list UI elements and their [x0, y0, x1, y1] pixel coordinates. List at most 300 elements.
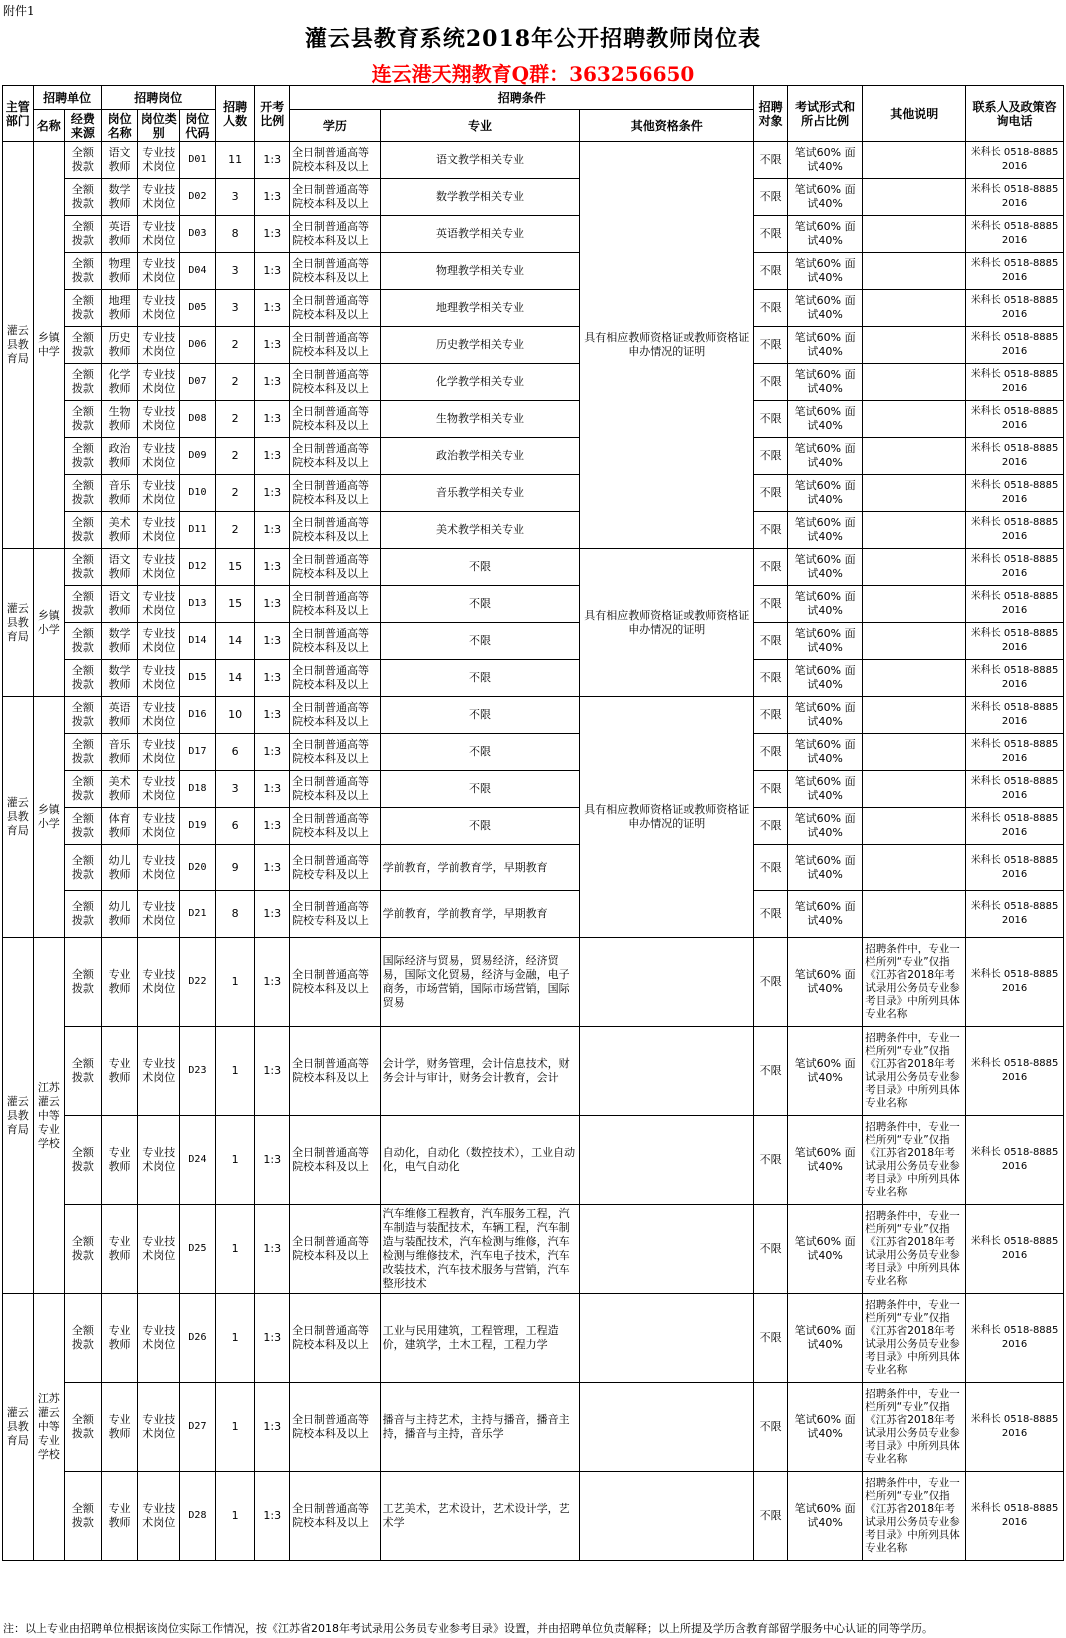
count-cell: 1	[215, 1116, 255, 1205]
attachment-label: 附件1	[3, 4, 35, 18]
post-type-cell: 专业技术岗位	[138, 845, 180, 891]
count-cell: 2	[215, 364, 255, 401]
table-row	[3, 512, 1064, 549]
post-code-cell: D13	[180, 586, 216, 623]
post-type-cell: 专业技术岗位	[138, 623, 180, 660]
fund-cell: 全额拨款	[65, 290, 102, 327]
major-cell: 不限	[380, 771, 580, 808]
unit-cell: 乡镇小学	[33, 697, 65, 938]
remark-cell	[863, 290, 966, 327]
edu-cell: 全日制普通高等院校本科及以上	[290, 1472, 381, 1561]
contact-cell: 米科长 0518-88852016	[966, 512, 1064, 549]
edu-cell: 全日制普通高等院校专科及以上	[290, 891, 381, 938]
exam-cell: 笔试60% 面试40%	[787, 1383, 862, 1472]
major-cell: 化学教学相关专业	[380, 364, 580, 401]
contact-cell: 米科长 0518-88852016	[966, 697, 1064, 734]
exam-cell: 笔试60% 面试40%	[787, 401, 862, 438]
edu-cell: 全日制普通高等院校本科及以上	[290, 734, 381, 771]
ratio-cell: 1:3	[255, 438, 290, 475]
post-code-cell: D26	[180, 1294, 216, 1383]
contact-cell: 米科长 0518-88852016	[966, 891, 1064, 938]
ratio-cell: 1:3	[255, 216, 290, 253]
target-cell: 不限	[754, 364, 788, 401]
post-name-cell: 专业教师	[101, 1472, 138, 1561]
post-name-cell: 体育教师	[101, 808, 138, 845]
contact-cell: 米科长 0518-88852016	[966, 1027, 1064, 1116]
target-cell: 不限	[754, 475, 788, 512]
remark-cell	[863, 697, 966, 734]
count-cell: 1	[215, 938, 255, 1027]
ratio-cell: 1:3	[255, 623, 290, 660]
header-dept: 主管部门	[3, 86, 34, 142]
remark-cell: 招聘条件中，专业一栏所列“专业”仅指《江苏省2018年考试录用公务员专业参考目录》中所列具体专业名称	[863, 1294, 966, 1383]
post-name-cell: 历史教师	[101, 327, 138, 364]
edu-cell: 全日制普通高等院校本科及以上	[290, 623, 381, 660]
count-cell: 2	[215, 438, 255, 475]
post-name-cell: 政治教师	[101, 438, 138, 475]
post-name-cell: 专业教师	[101, 1205, 138, 1294]
recruitment-table	[2, 85, 1064, 1561]
target-cell: 不限	[754, 845, 788, 891]
edu-cell: 全日制普通高等院校本科及以上	[290, 660, 381, 697]
count-cell: 2	[215, 475, 255, 512]
post-type-cell: 专业技术岗位	[138, 771, 180, 808]
post-code-cell: D11	[180, 512, 216, 549]
target-cell: 不限	[754, 1205, 788, 1294]
count-cell: 9	[215, 845, 255, 891]
dept-cell: 灌云县教育局	[3, 549, 34, 697]
post-name-cell: 音乐教师	[101, 475, 138, 512]
major-cell: 不限	[380, 549, 580, 586]
major-cell: 学前教育，学前教育学，早期教育	[380, 845, 580, 891]
count-cell: 3	[215, 253, 255, 290]
post-type-cell: 专业技术岗位	[138, 1472, 180, 1561]
post-name-cell: 幼儿教师	[101, 891, 138, 938]
post-code-cell: D09	[180, 438, 216, 475]
count-cell: 3	[215, 290, 255, 327]
header-ratio: 开考比例	[255, 86, 290, 142]
header-exam: 考试形式和所占比例	[787, 86, 862, 142]
contact-cell: 米科长 0518-88852016	[966, 253, 1064, 290]
target-cell: 不限	[754, 401, 788, 438]
table-row	[3, 771, 1064, 808]
post-name-cell: 化学教师	[101, 364, 138, 401]
header-post-name: 岗位名称	[101, 110, 138, 142]
major-cell: 不限	[380, 623, 580, 660]
remark-cell: 招聘条件中，专业一栏所列“专业”仅指《江苏省2018年考试录用公务员专业参考目录》中所列具体专业名称	[863, 1116, 966, 1205]
post-type-cell: 专业技术岗位	[138, 512, 180, 549]
major-cell: 不限	[380, 734, 580, 771]
post-type-cell: 专业技术岗位	[138, 216, 180, 253]
target-cell: 不限	[754, 438, 788, 475]
post-name-cell: 幼儿教师	[101, 845, 138, 891]
post-code-cell: D12	[180, 549, 216, 586]
post-name-cell: 美术教师	[101, 771, 138, 808]
dept-cell: 灌云县教育局	[3, 142, 34, 549]
remark-cell	[863, 179, 966, 216]
count-cell: 1	[215, 1383, 255, 1472]
fund-cell: 全额拨款	[65, 253, 102, 290]
major-cell: 会计学，财务管理，会计信息技术，财务会计与审计，财务会计教育，会计	[380, 1027, 580, 1116]
post-name-cell: 专业教师	[101, 1116, 138, 1205]
header-unit-name: 名称	[33, 110, 65, 142]
post-type-cell: 专业技术岗位	[138, 734, 180, 771]
major-cell: 不限	[380, 586, 580, 623]
exam-cell: 笔试60% 面试40%	[787, 1472, 862, 1561]
target-cell: 不限	[754, 512, 788, 549]
header-target: 招聘对象	[754, 86, 788, 142]
ratio-cell: 1:3	[255, 253, 290, 290]
table-row	[3, 1472, 1064, 1561]
table-row	[3, 734, 1064, 771]
dept-cell: 灌云县教育局	[3, 938, 34, 1294]
edu-cell: 全日制普通高等院校本科及以上	[290, 1205, 381, 1294]
remark-cell	[863, 549, 966, 586]
post-code-cell: D28	[180, 1472, 216, 1561]
exam-cell: 笔试60% 面试40%	[787, 290, 862, 327]
post-name-cell: 语文教师	[101, 586, 138, 623]
major-cell: 地理教学相关专业	[380, 290, 580, 327]
exam-cell: 笔试60% 面试40%	[787, 327, 862, 364]
remark-cell	[863, 512, 966, 549]
major-cell: 物理教学相关专业	[380, 253, 580, 290]
post-type-cell: 专业技术岗位	[138, 475, 180, 512]
target-cell: 不限	[754, 891, 788, 938]
target-cell: 不限	[754, 1294, 788, 1383]
target-cell: 不限	[754, 771, 788, 808]
major-cell: 美术教学相关专业	[380, 512, 580, 549]
remark-cell	[863, 623, 966, 660]
footnote: 注：以上专业由招聘单位根据该岗位实际工作情况，按《江苏省2018年考试录用公务员专业参考目录》设置，并由招聘单位负责解释；以上所提及学历含教育部留学服务中心认证的同等学历。	[3, 1622, 933, 1635]
count-cell: 8	[215, 891, 255, 938]
target-cell: 不限	[754, 1383, 788, 1472]
ratio-cell: 1:3	[255, 771, 290, 808]
target-cell: 不限	[754, 938, 788, 1027]
ratio-cell: 1:3	[255, 401, 290, 438]
edu-cell: 全日制普通高等院校本科及以上	[290, 327, 381, 364]
post-code-cell: D27	[180, 1383, 216, 1472]
major-cell: 播音与主持艺术，主持与播音，播音主持，播音与主持，音乐学	[380, 1383, 580, 1472]
table-row	[3, 142, 1064, 179]
remark-cell	[863, 891, 966, 938]
count-cell: 11	[215, 142, 255, 179]
remark-cell: 招聘条件中，专业一栏所列“专业”仅指《江苏省2018年考试录用公务员专业参考目录》中所列具体专业名称	[863, 1027, 966, 1116]
header-contact: 联系人及政策咨询电话	[966, 86, 1064, 142]
edu-cell: 全日制普通高等院校本科及以上	[290, 1383, 381, 1472]
major-cell: 英语教学相关专业	[380, 216, 580, 253]
post-type-cell: 专业技术岗位	[138, 549, 180, 586]
count-cell: 2	[215, 512, 255, 549]
ratio-cell: 1:3	[255, 660, 290, 697]
post-name-cell: 美术教师	[101, 512, 138, 549]
post-code-cell: D07	[180, 364, 216, 401]
other-qual-cell	[580, 1205, 754, 1294]
post-name-cell: 数学教师	[101, 179, 138, 216]
contact-cell: 米科长 0518-88852016	[966, 623, 1064, 660]
fund-cell: 全额拨款	[65, 512, 102, 549]
fund-cell: 全额拨款	[65, 734, 102, 771]
fund-cell: 全额拨款	[65, 549, 102, 586]
major-cell: 汽车维修工程教育，汽车服务工程，汽车制造与装配技术，车辆工程，汽车制造与装配技术，汽车检测与维修，汽车检测与维修技术，汽车电子技术，汽车改装技术，汽车技术服务与营销，汽车整形技术	[380, 1205, 580, 1294]
contact-cell: 米科长 0518-88852016	[966, 1294, 1064, 1383]
fund-cell: 全额拨款	[65, 475, 102, 512]
edu-cell: 全日制普通高等院校本科及以上	[290, 438, 381, 475]
target-cell: 不限	[754, 549, 788, 586]
other-qual-cell	[580, 938, 754, 1027]
fund-cell: 全额拨款	[65, 364, 102, 401]
fund-cell: 全额拨款	[65, 1472, 102, 1561]
fund-cell: 全额拨款	[65, 216, 102, 253]
exam-cell: 笔试60% 面试40%	[787, 1027, 862, 1116]
post-name-cell: 语文教师	[101, 142, 138, 179]
count-cell: 1	[215, 1027, 255, 1116]
post-name-cell: 地理教师	[101, 290, 138, 327]
ratio-cell: 1:3	[255, 1116, 290, 1205]
fund-cell: 全额拨款	[65, 938, 102, 1027]
fund-cell: 全额拨款	[65, 401, 102, 438]
post-type-cell: 专业技术岗位	[138, 401, 180, 438]
other-qual-cell: 具有相应教师资格证或教师资格证申办情况的证明	[580, 142, 754, 549]
table-row	[3, 364, 1064, 401]
exam-cell: 笔试60% 面试40%	[787, 1205, 862, 1294]
table-row	[3, 253, 1064, 290]
count-cell: 14	[215, 623, 255, 660]
exam-cell: 笔试60% 面试40%	[787, 512, 862, 549]
post-name-cell: 专业教师	[101, 1383, 138, 1472]
edu-cell: 全日制普通高等院校本科及以上	[290, 1294, 381, 1383]
post-code-cell: D22	[180, 938, 216, 1027]
contact-cell: 米科长 0518-88852016	[966, 808, 1064, 845]
post-name-cell: 语文教师	[101, 549, 138, 586]
post-code-cell: D01	[180, 142, 216, 179]
count-cell: 1	[215, 1205, 255, 1294]
major-cell: 自动化，自动化（数控技术），工业自动化，电气自动化	[380, 1116, 580, 1205]
remark-cell	[863, 327, 966, 364]
page-title: 灌云县教育系统2018年公开招聘教师岗位表	[304, 26, 762, 52]
header-remark: 其他说明	[863, 86, 966, 142]
post-type-cell: 专业技术岗位	[138, 327, 180, 364]
ratio-cell: 1:3	[255, 938, 290, 1027]
ratio-cell: 1:3	[255, 1294, 290, 1383]
ratio-cell: 1:3	[255, 845, 290, 891]
post-code-cell: D05	[180, 290, 216, 327]
fund-cell: 全额拨款	[65, 1205, 102, 1294]
post-code-cell: D24	[180, 1116, 216, 1205]
edu-cell: 全日制普通高等院校本科及以上	[290, 808, 381, 845]
header-post-type: 岗位类别	[138, 110, 180, 142]
exam-cell: 笔试60% 面试40%	[787, 438, 862, 475]
dept-cell: 灌云县教育局	[3, 1294, 34, 1561]
edu-cell: 全日制普通高等院校本科及以上	[290, 586, 381, 623]
remark-cell	[863, 216, 966, 253]
header-fund: 经费来源	[65, 110, 102, 142]
table-row	[3, 216, 1064, 253]
edu-cell: 全日制普通高等院校本科及以上	[290, 401, 381, 438]
header-count: 招聘人数	[215, 86, 255, 142]
remark-cell	[863, 734, 966, 771]
exam-cell: 笔试60% 面试40%	[787, 253, 862, 290]
edu-cell: 全日制普通高等院校本科及以上	[290, 179, 381, 216]
major-cell: 音乐教学相关专业	[380, 475, 580, 512]
contact-cell: 米科长 0518-88852016	[966, 1116, 1064, 1205]
contact-cell: 米科长 0518-88852016	[966, 845, 1064, 891]
post-code-cell: D14	[180, 623, 216, 660]
header-post: 招聘岗位	[101, 86, 215, 110]
edu-cell: 全日制普通高等院校本科及以上	[290, 290, 381, 327]
exam-cell: 笔试60% 面试40%	[787, 179, 862, 216]
contact-cell: 米科长 0518-88852016	[966, 549, 1064, 586]
target-cell: 不限	[754, 179, 788, 216]
contact-cell: 米科长 0518-88852016	[966, 290, 1064, 327]
post-code-cell: D25	[180, 1205, 216, 1294]
unit-cell: 乡镇中学	[33, 142, 65, 549]
contact-cell: 米科长 0518-88852016	[966, 660, 1064, 697]
other-qual-cell	[580, 1294, 754, 1383]
post-type-cell: 专业技术岗位	[138, 179, 180, 216]
ratio-cell: 1:3	[255, 475, 290, 512]
fund-cell: 全额拨款	[65, 179, 102, 216]
major-cell: 工艺美术，艺术设计，艺术设计学，艺术学	[380, 1472, 580, 1561]
edu-cell: 全日制普通高等院校本科及以上	[290, 697, 381, 734]
major-cell: 政治教学相关专业	[380, 438, 580, 475]
post-code-cell: D08	[180, 401, 216, 438]
post-type-cell: 专业技术岗位	[138, 253, 180, 290]
post-name-cell: 数学教师	[101, 660, 138, 697]
post-name-cell: 英语教师	[101, 697, 138, 734]
remark-cell	[863, 253, 966, 290]
major-cell: 工业与民用建筑，工程管理，工程造价，建筑学，土木工程，工程力学	[380, 1294, 580, 1383]
target-cell: 不限	[754, 660, 788, 697]
table-row	[3, 1116, 1064, 1205]
fund-cell: 全额拨款	[65, 142, 102, 179]
remark-cell: 招聘条件中，专业一栏所列“专业”仅指《江苏省2018年考试录用公务员专业参考目录》中所列具体专业名称	[863, 1472, 966, 1561]
exam-cell: 笔试60% 面试40%	[787, 586, 862, 623]
post-code-cell: D10	[180, 475, 216, 512]
exam-cell: 笔试60% 面试40%	[787, 142, 862, 179]
dept-cell: 灌云县教育局	[3, 697, 34, 938]
ratio-cell: 1:3	[255, 808, 290, 845]
target-cell: 不限	[754, 586, 788, 623]
edu-cell: 全日制普通高等院校本科及以上	[290, 771, 381, 808]
edu-cell: 全日制普通高等院校本科及以上	[290, 142, 381, 179]
table-row	[3, 179, 1064, 216]
major-cell: 生物教学相关专业	[380, 401, 580, 438]
count-cell: 10	[215, 697, 255, 734]
table-row	[3, 1294, 1064, 1383]
target-cell: 不限	[754, 290, 788, 327]
remark-cell	[863, 845, 966, 891]
table-row	[3, 290, 1064, 327]
edu-cell: 全日制普通高等院校本科及以上	[290, 364, 381, 401]
ratio-cell: 1:3	[255, 734, 290, 771]
fund-cell: 全额拨款	[65, 623, 102, 660]
remark-cell	[863, 808, 966, 845]
count-cell: 6	[215, 734, 255, 771]
table-row	[3, 623, 1064, 660]
post-type-cell: 专业技术岗位	[138, 1027, 180, 1116]
exam-cell: 笔试60% 面试40%	[787, 216, 862, 253]
ratio-cell: 1:3	[255, 290, 290, 327]
contact-cell: 米科长 0518-88852016	[966, 364, 1064, 401]
post-code-cell: D04	[180, 253, 216, 290]
count-cell: 3	[215, 179, 255, 216]
exam-cell: 笔试60% 面试40%	[787, 697, 862, 734]
post-code-cell: D17	[180, 734, 216, 771]
exam-cell: 笔试60% 面试40%	[787, 364, 862, 401]
contact-cell: 米科长 0518-88852016	[966, 1383, 1064, 1472]
table-row	[3, 327, 1064, 364]
header-edu: 学历	[290, 110, 381, 142]
other-qual-cell: 具有相应教师资格证或教师资格证申办情况的证明	[580, 697, 754, 938]
table-row	[3, 1027, 1064, 1116]
other-qual-cell: 具有相应教师资格证或教师资格证申办情况的证明	[580, 549, 754, 697]
post-code-cell: D02	[180, 179, 216, 216]
table-row	[3, 586, 1064, 623]
header-post-code: 岗位代码	[180, 110, 216, 142]
ratio-cell: 1:3	[255, 364, 290, 401]
page-subtitle: 连云港天翔教育Q群：363256650	[371, 62, 695, 86]
post-type-cell: 专业技术岗位	[138, 438, 180, 475]
post-type-cell: 专业技术岗位	[138, 938, 180, 1027]
ratio-cell: 1:3	[255, 1472, 290, 1561]
contact-cell: 米科长 0518-88852016	[966, 142, 1064, 179]
table-row	[3, 1205, 1064, 1294]
exam-cell: 笔试60% 面试40%	[787, 549, 862, 586]
edu-cell: 全日制普通高等院校本科及以上	[290, 938, 381, 1027]
header-other-qual: 其他资格条件	[580, 110, 754, 142]
count-cell: 2	[215, 327, 255, 364]
post-type-cell: 专业技术岗位	[138, 891, 180, 938]
contact-cell: 米科长 0518-88852016	[966, 475, 1064, 512]
target-cell: 不限	[754, 1472, 788, 1561]
post-code-cell: D19	[180, 808, 216, 845]
fund-cell: 全额拨款	[65, 586, 102, 623]
post-name-cell: 物理教师	[101, 253, 138, 290]
count-cell: 15	[215, 586, 255, 623]
fund-cell: 全额拨款	[65, 660, 102, 697]
other-qual-cell	[580, 1472, 754, 1561]
count-cell: 8	[215, 216, 255, 253]
target-cell: 不限	[754, 253, 788, 290]
ratio-cell: 1:3	[255, 179, 290, 216]
target-cell: 不限	[754, 142, 788, 179]
unit-cell: 乡镇小学	[33, 549, 65, 697]
count-cell: 1	[215, 1294, 255, 1383]
exam-cell: 笔试60% 面试40%	[787, 623, 862, 660]
exam-cell: 笔试60% 面试40%	[787, 1294, 862, 1383]
edu-cell: 全日制普通高等院校本科及以上	[290, 1027, 381, 1116]
fund-cell: 全额拨款	[65, 327, 102, 364]
major-cell: 不限	[380, 660, 580, 697]
post-type-cell: 专业技术岗位	[138, 1205, 180, 1294]
post-code-cell: D20	[180, 845, 216, 891]
header-unit: 招聘单位	[33, 86, 101, 110]
fund-cell: 全额拨款	[65, 1027, 102, 1116]
remark-cell: 招聘条件中，专业一栏所列“专业”仅指《江苏省2018年考试录用公务员专业参考目录》中所列具体专业名称	[863, 1205, 966, 1294]
fund-cell: 全额拨款	[65, 891, 102, 938]
contact-cell: 米科长 0518-88852016	[966, 401, 1064, 438]
unit-cell: 江苏灌云中等专业学校	[33, 938, 65, 1294]
exam-cell: 笔试60% 面试40%	[787, 891, 862, 938]
count-cell: 2	[215, 401, 255, 438]
remark-cell	[863, 771, 966, 808]
fund-cell: 全额拨款	[65, 808, 102, 845]
table-row	[3, 845, 1064, 891]
table-row	[3, 1383, 1064, 1472]
target-cell: 不限	[754, 1116, 788, 1205]
ratio-cell: 1:3	[255, 142, 290, 179]
target-cell: 不限	[754, 734, 788, 771]
